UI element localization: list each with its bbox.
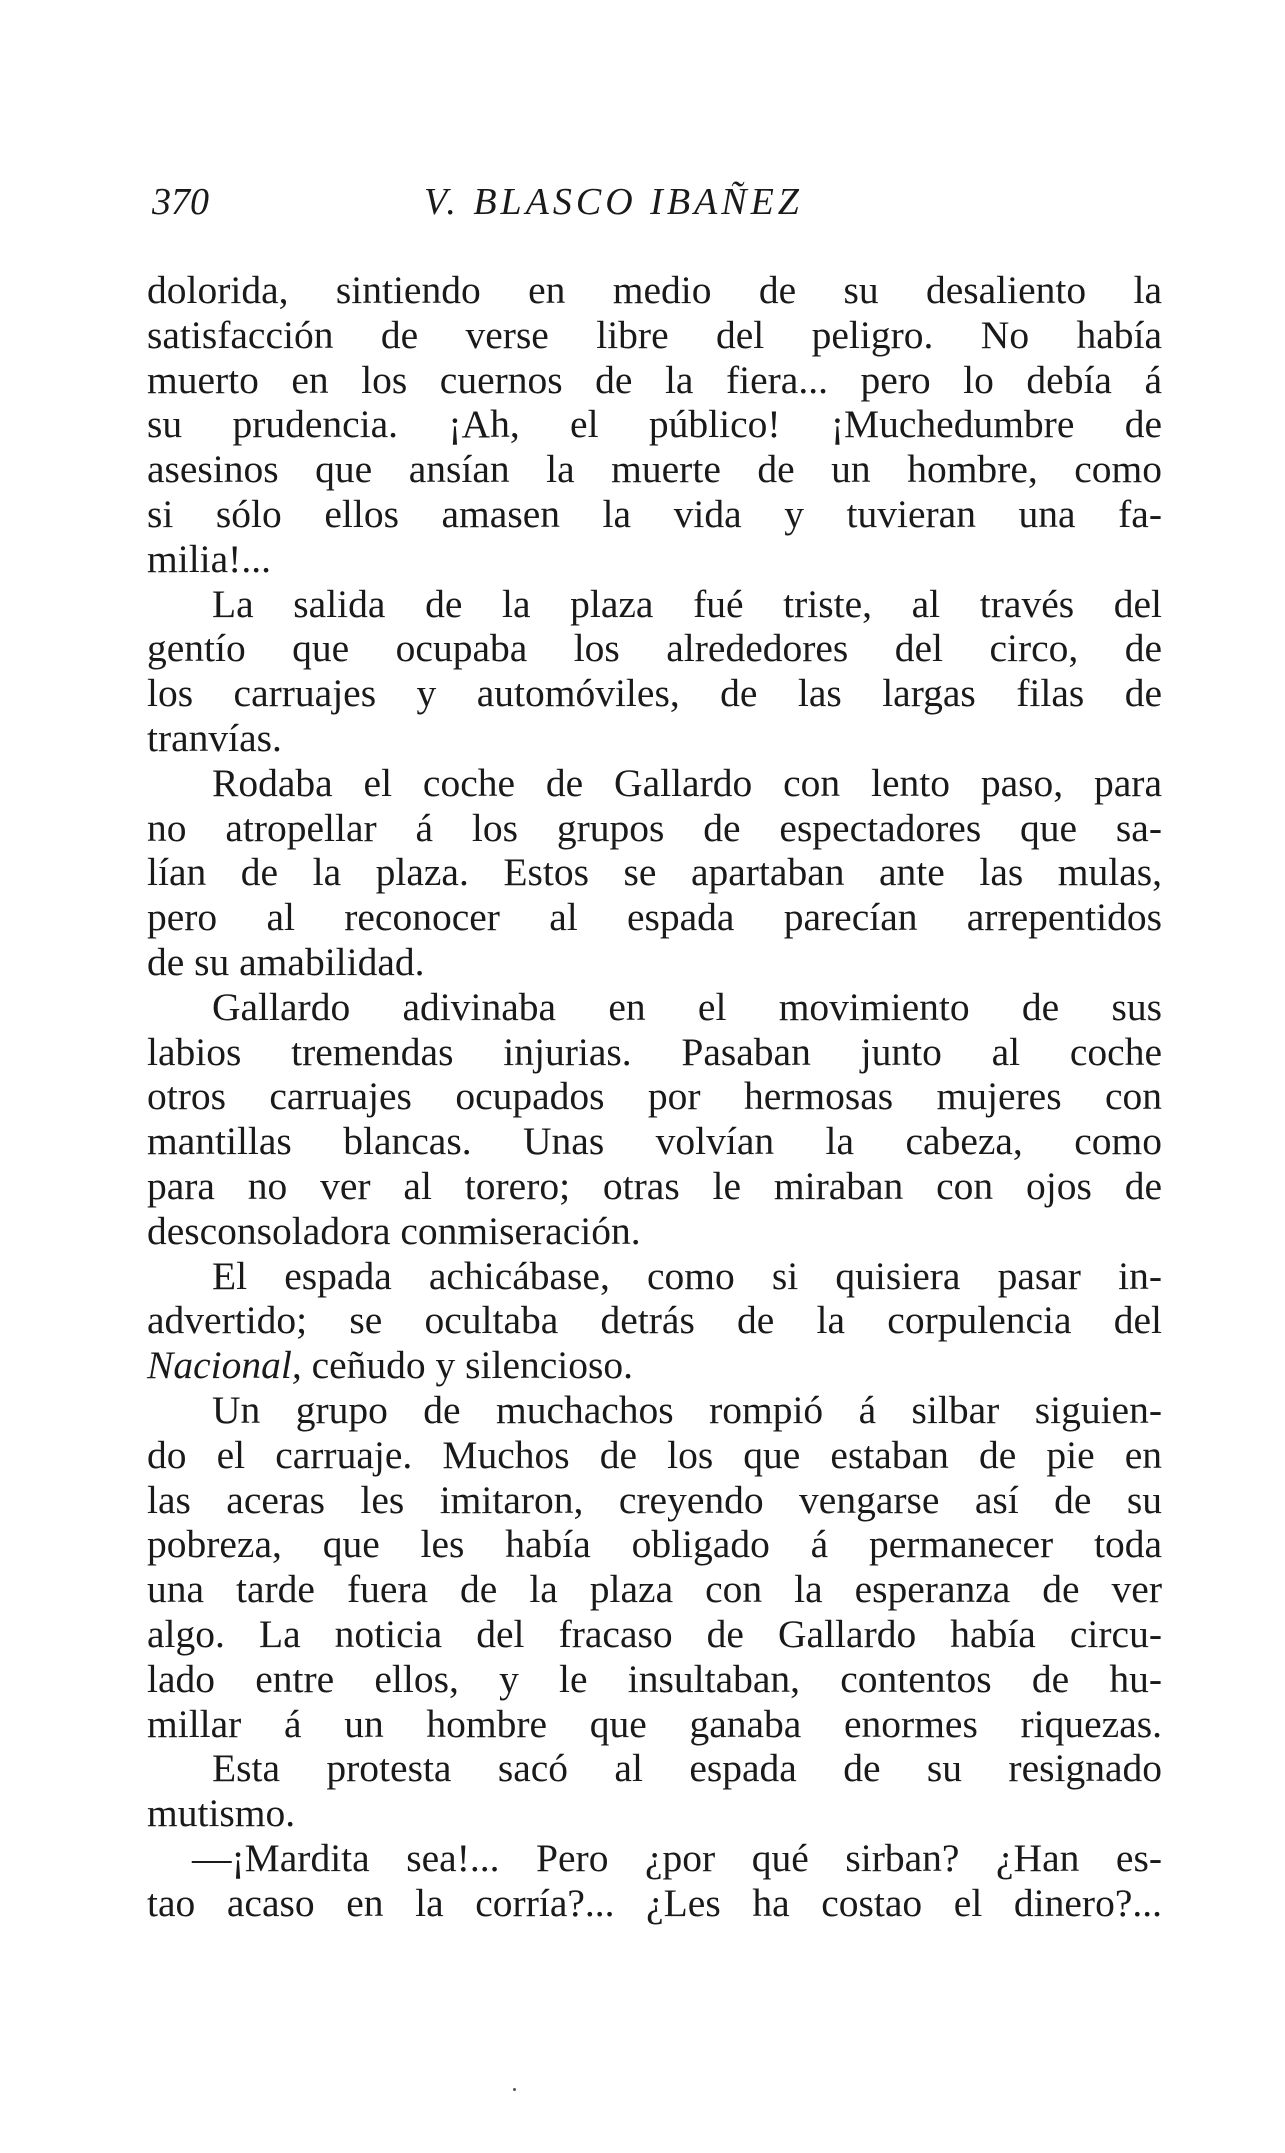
text-line: algo. La noticia del fracaso de Gallardo había circu- [147, 1611, 1162, 1656]
text-line: lían de la plaza. Estos se apartaban ante las mulas, [147, 850, 1162, 895]
text-line: no atropellar á los grupos de espectadores que sa- [147, 805, 1162, 850]
text-line: asesinos que ansían la muerte de un hombre, como [147, 447, 1162, 492]
text-line: pero al reconocer al espada parecían arrepentidos [147, 895, 1162, 940]
italic-name: Nacional, [147, 1343, 302, 1388]
text-line: Esta protesta sacó al espada de su resignado [212, 1746, 1162, 1791]
text-line: do el carruaje. Muchos de los que estaban de pie en [147, 1432, 1162, 1477]
text-line: mantillas blancas. Unas volvían la cabeza, como [147, 1119, 1162, 1164]
text-line: El espada achicábase, como si quisiera pasar in- [212, 1253, 1162, 1298]
text-line: para no ver al torero; otras le miraban con ojos de [147, 1163, 1162, 1208]
author-title: V. BLASCO IBAÑEZ [424, 181, 803, 223]
text-line: si sólo ellos amasen la vida y tuvieran una fa- [147, 491, 1162, 536]
page-number: 370 [152, 181, 209, 223]
text-line: Gallardo adivinaba en el movimiento de sus [212, 984, 1162, 1029]
text-line: gentío que ocupaba los alrededores del circo, de [147, 626, 1162, 671]
print-speck [513, 2088, 516, 2091]
text-line: pobreza, que les había obligado á permanecer toda [147, 1522, 1162, 1567]
text-line: —¡Mardita sea!... Pero ¿por qué sirban? ¿Han es- [192, 1835, 1162, 1880]
text-line: tranvías. [147, 715, 282, 760]
text-line: milia!... [147, 536, 271, 581]
text-line: una tarde fuera de la plaza con la esperanza de ver [147, 1567, 1162, 1612]
text-line: tao acaso en la corría?... ¿Les ha costao el dinero?... [147, 1880, 1162, 1925]
text-line: Un grupo de muchachos rompió á silbar siguien- [212, 1387, 1162, 1432]
text-line: las aceras les imitaron, creyendo vengarse así de su [147, 1477, 1162, 1522]
text-line: mutismo. [147, 1791, 296, 1836]
text-line: millar á un hombre que ganaba enormes riquezas. [147, 1701, 1162, 1746]
text-line: otros carruajes ocupados por hermosas mujeres con [147, 1074, 1162, 1119]
text-line: desconsoladora conmiseración. [147, 1208, 641, 1253]
text-line: muerto en los cuernos de la fiera... pero lo debía á [147, 357, 1162, 402]
running-head [152, 180, 1152, 240]
text-line [147, 1343, 1162, 1388]
text-line: los carruajes y automóviles, de las largas filas de [147, 671, 1162, 716]
text-line: Rodaba el coche de Gallardo con lento paso, para [212, 760, 1162, 805]
text-line: dolorida, sintiendo en medio de su desaliento la [147, 268, 1162, 312]
text-line: labios tremendas injurias. Pasaban junto al coche [147, 1029, 1162, 1074]
text-line: advertido; se ocultaba detrás de la corpulencia del [147, 1298, 1162, 1343]
text-line: satisfacción de verse libre del peligro. No había [147, 312, 1162, 357]
text-line: de su amabilidad. [147, 939, 425, 984]
text-line: La salida de la plaza fué triste, al través del [212, 581, 1162, 626]
body-text [147, 268, 1162, 1925]
text-fragment: ceñudo y silencioso. [301, 1343, 633, 1388]
text-line: lado entre ellos, y le insultaban, contentos de hu- [147, 1656, 1162, 1701]
text-line: su prudencia. ¡Ah, el público! ¡Muchedumbre de [147, 402, 1162, 447]
